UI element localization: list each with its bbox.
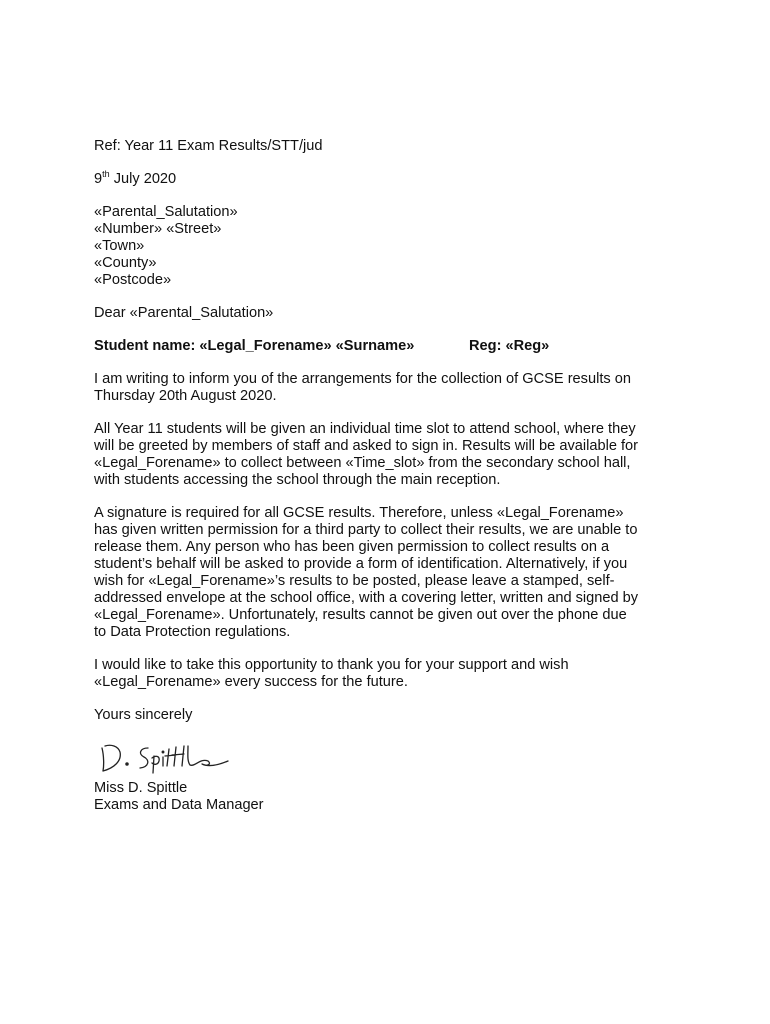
student-info-line: [94, 338, 684, 355]
paragraph-line: I am writing to inform you of the arrangements for the collection of GCSE results on: [94, 371, 631, 387]
address-line: «Postcode»: [94, 272, 172, 288]
paragraph-line: «Legal_Forename» every success for the future.: [94, 674, 408, 690]
closing: [94, 707, 684, 724]
greeting: [94, 305, 684, 322]
signatory-title: Exams and Data Manager: [94, 797, 264, 813]
paragraph-line: to Data Protection regulations.: [94, 624, 291, 640]
paragraph-line: wish for «Legal_Forename»’s results to be posted, please leave a stamped, self-: [94, 573, 615, 589]
paragraph-signature-requirements: [94, 505, 684, 641]
paragraph-line: will be greeted by members of staff and asked to sign in. Results will be available for: [94, 438, 639, 454]
paragraph-line: release them. Any person who has been given permission to collect results on a: [94, 539, 610, 555]
address-line: «County»: [94, 255, 157, 271]
greeting-text: Dear «Parental_Salutation»: [94, 305, 274, 321]
paragraph-line: with students accessing the school through the main reception.: [94, 472, 501, 488]
reference-line: [94, 138, 684, 155]
date-day: 9: [94, 171, 103, 187]
paragraph-collection-info: [94, 371, 684, 405]
paragraph-time-slot: [94, 421, 684, 489]
signatory-name: Miss D. Spittle: [94, 780, 188, 796]
paragraph-line: has given written permission for a third party to collect their results, we are unable to: [94, 522, 638, 538]
paragraph-line: All Year 11 students will be given an individual time slot to attend school, where they: [94, 421, 636, 437]
date-suffix: th: [102, 169, 110, 180]
address-line: «Town»: [94, 238, 145, 254]
paragraph-line: student’s behalf will be asked to provide a form of identification. Alternatively, if you: [94, 556, 628, 572]
address-line: «Number» «Street»: [94, 221, 222, 237]
paragraph-line: addressed envelope at the school office, with a covering letter, written and signed by: [94, 590, 639, 606]
paragraph-line: Thursday 20th August 2020.: [94, 388, 277, 404]
paragraph-line: «Legal_Forename» to collect between «Time_slot» from the secondary school hall,: [94, 455, 631, 471]
paragraph-line: A signature is required for all GCSE results. Therefore, unless «Legal_Forename»: [94, 505, 624, 521]
paragraph-thanks: [94, 657, 684, 691]
student-reg: Reg: «Reg»: [469, 338, 550, 354]
address-line: «Parental_Salutation»: [94, 204, 238, 220]
handwritten-signature: [96, 736, 236, 776]
letter-body: [94, 138, 684, 814]
closing-text: Yours sincerely: [94, 707, 193, 723]
paragraph-line: «Legal_Forename». Unfortunately, results cannot be given out over the phone due: [94, 607, 627, 623]
recipient-address: [94, 204, 684, 289]
paragraph-line: I would like to take this opportunity to thank you for your support and wish: [94, 657, 569, 673]
student-name: Student name: «Legal_Forename» «Surname»: [94, 338, 415, 354]
letter-date: [94, 171, 684, 188]
signatory-block: [94, 780, 684, 814]
reference-text: Ref: Year 11 Exam Results/STT/jud: [94, 138, 323, 154]
date-rest: July 2020: [109, 171, 177, 187]
